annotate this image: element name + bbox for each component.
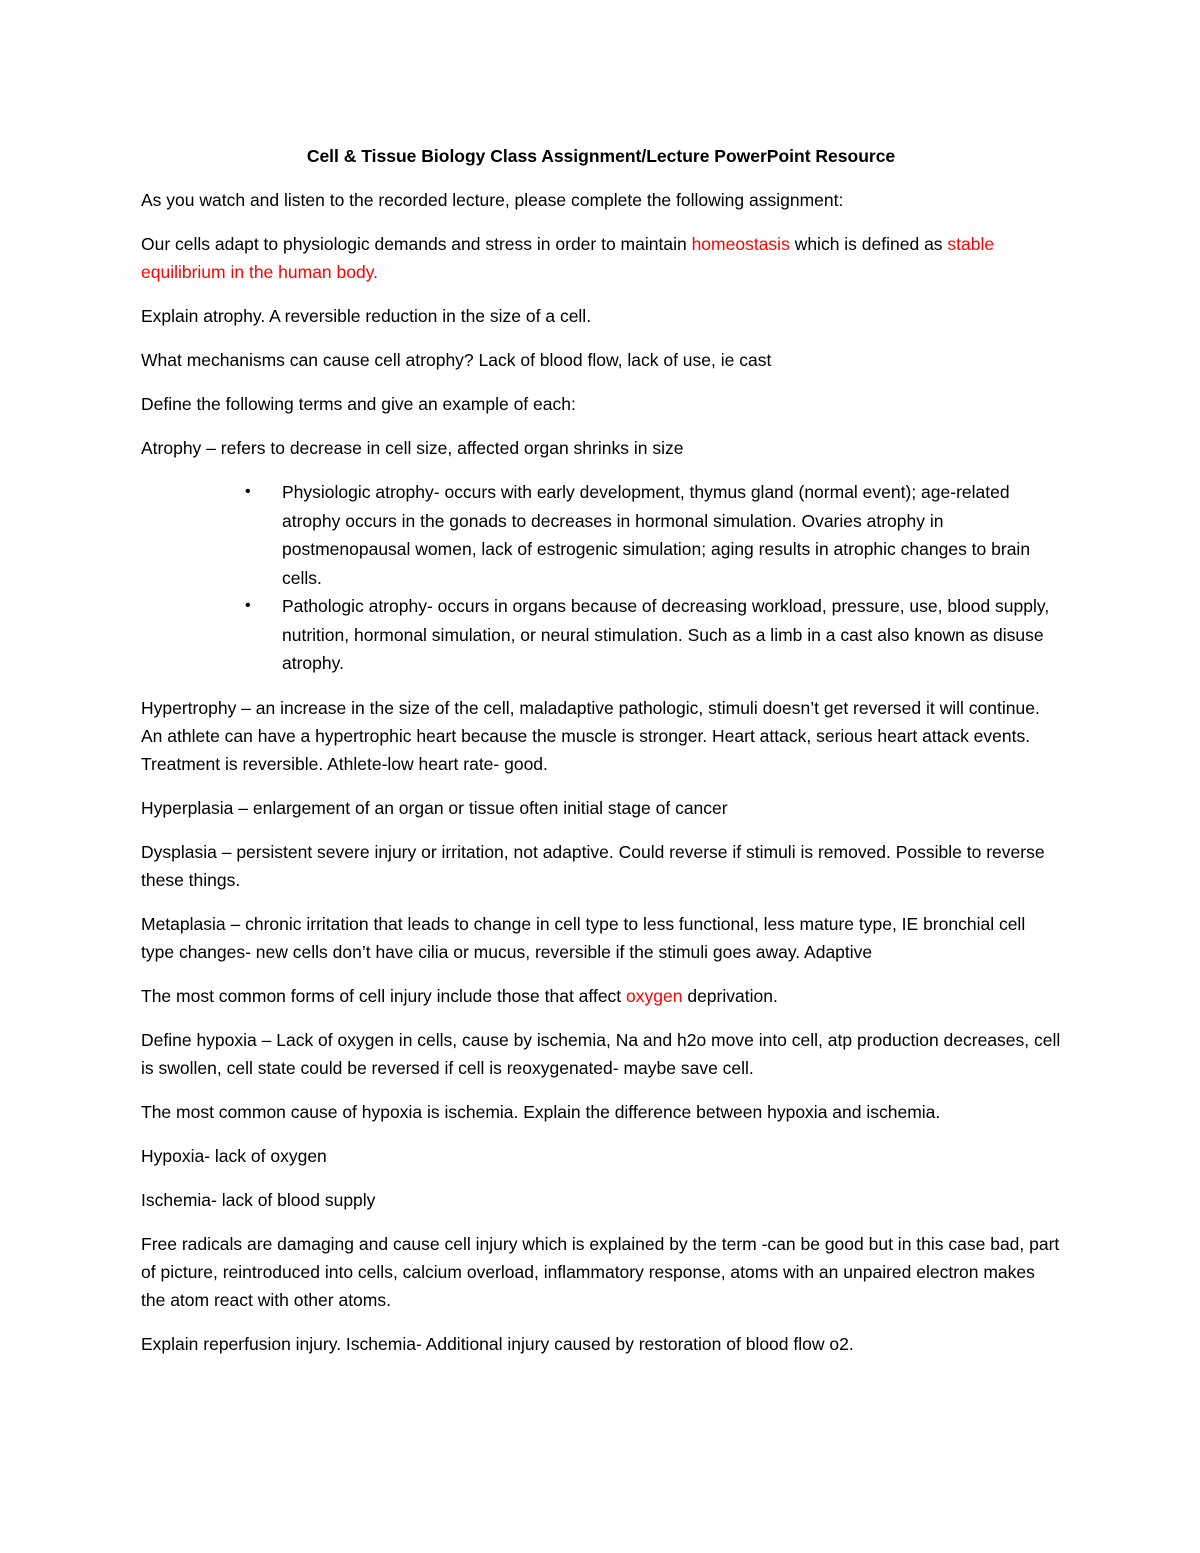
cell-injury-term: oxygen	[626, 985, 683, 1006]
hyperplasia-paragraph: Hyperplasia – enlargement of an organ or tissue often initial stage of cancer	[141, 797, 728, 818]
homeostasis-definition: stable equilibrium in the human body.	[141, 234, 995, 282]
atrophy-mechanisms-paragraph: What mechanisms can cause cell atrophy? Lack of blood flow, lack of use, ie cast	[141, 350, 772, 370]
homeostasis-middle-text: which is defined as	[789, 234, 948, 254]
hypoxia-cause-paragraph: The most common cause of hypoxia is ischemia. Explain the difference between hypoxia and ischemia.	[141, 1101, 941, 1122]
homeostasis-paragraph	[141, 230, 1061, 286]
bullet-text: Pathologic atrophy- occurs in organs because of decreasing workload, pressure, use, blood supply, nutrition, hormonal simulation, or neural stimulation. Such as a limb in a cast also known as disuse atrophy.	[282, 596, 1050, 673]
bullet-marker: •	[245, 597, 251, 614]
bullet-marker: •	[245, 483, 251, 500]
bullet-item-pathologic-atrophy	[141, 592, 1061, 678]
atrophy-explain-paragraph: Explain atrophy. A reversible reduction in the size of a cell.	[141, 306, 592, 326]
reperfusion-paragraph: Explain reperfusion injury. Ischemia- Additional injury caused by restoration of blood flow o2.	[141, 1333, 854, 1354]
cell-injury-tail-text: deprivation.	[682, 985, 778, 1006]
document-title: Cell & Tissue Biology Class Assignment/Lecture PowerPoint Resource	[306, 146, 896, 166]
ischemia-short-paragraph: Ischemia- lack of blood supply	[141, 1189, 376, 1210]
hypertrophy-paragraph: Hypertrophy – an increase in the size of the cell, maladaptive pathologic, stimuli doesn’t get reversed it will continue. An athlete can have a hypertrophic heart because the muscle is stronger. Heart attack, serious heart attack events. Treatment is reversible. Athlete-low heart rate- good.	[141, 697, 1040, 774]
free-radicals-paragraph: Free radicals are damaging and cause cell injury which is explained by the term -can be good but in this case bad, part of picture, reintroduced into cells, calcium overload, inflammatory response, atoms with an unpaired electron makes the atom react with other atoms.	[141, 1233, 1060, 1310]
intro-paragraph: As you watch and listen to the recorded lecture, please complete the following assignment:	[141, 190, 844, 210]
cell-injury-paragraph	[141, 982, 1061, 1010]
document-body	[141, 142, 1061, 1374]
cell-injury-lead-text: The most common forms of cell injury include those that affect	[141, 985, 627, 1006]
hypoxia-short-paragraph: Hypoxia- lack of oxygen	[141, 1145, 327, 1166]
bullet-item-physiologic-atrophy	[141, 478, 1061, 592]
atrophy-bullet-list	[141, 478, 1061, 678]
dysplasia-paragraph: Dysplasia – persistent severe injury or irritation, not adaptive. Could reverse if stimuli is removed. Possible to reverse these things.	[141, 841, 1045, 890]
homeostasis-term: homeostasis	[691, 234, 790, 254]
metaplasia-paragraph: Metaplasia – chronic irritation that leads to change in cell type to less functional, less mature type, IE bronchial cell type changes- new cells don’t have cilia or mucus, reversible if the stimuli goes away. Adaptive	[141, 913, 1026, 962]
hypoxia-definition-paragraph: Define hypoxia – Lack of oxygen in cells, cause by ischemia, Na and h2o move into cell, atp production decreases, cell is swollen, cell state could be reversed if cell is reoxygenated- maybe save cell.	[141, 1029, 1061, 1078]
homeostasis-lead-text: Our cells adapt to physiologic demands and stress in order to maintain	[141, 234, 692, 254]
atrophy-definition-paragraph: Atrophy – refers to decrease in cell size, affected organ shrinks in size	[141, 438, 684, 458]
define-terms-paragraph: Define the following terms and give an example of each:	[141, 394, 576, 414]
bullet-text: Physiologic atrophy- occurs with early development, thymus gland (normal event); age-related atrophy occurs in the gonads to decreases in hormonal simulation. Ovaries atrophy in postmenopausal women, lack of estrogenic simulation; aging results in atrophic changes to brain cells.	[282, 482, 1031, 588]
